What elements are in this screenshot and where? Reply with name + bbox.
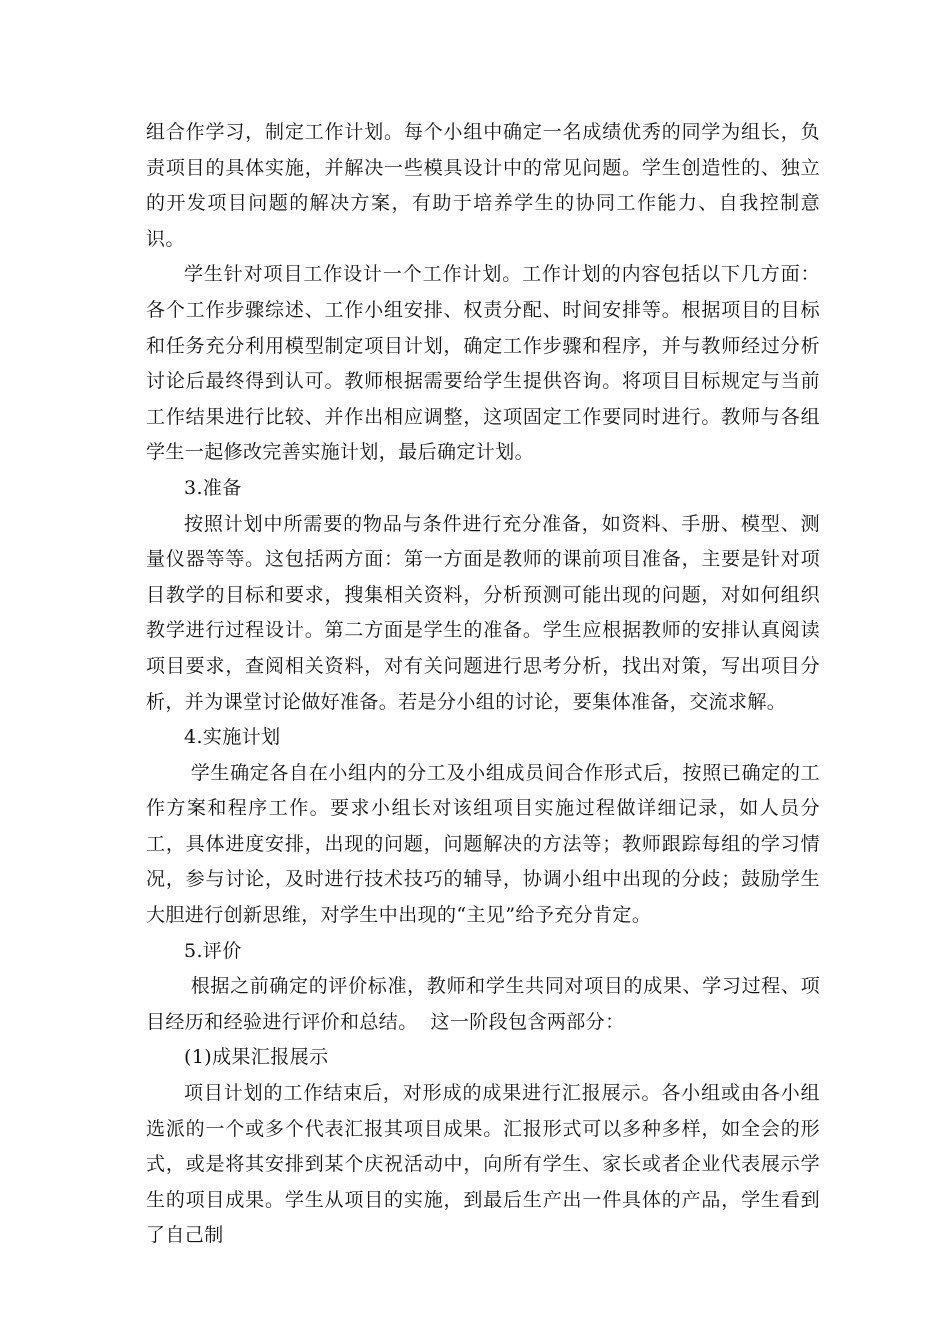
section-heading-implementation: 4.实施计划 [184, 726, 281, 749]
document-body [146, 115, 820, 1254]
paragraph-results-report: 项目计划的工作结束后，对形成的成果进行汇报展示。各小组或由各小组选派的一个或多个代表汇报其项目成果。汇报形式可以多种多样，如全会的形式，或是将其安排到某个庆祝活动中，向所有学生、家长或者企业代表展示学生的项目成果。学生从项目的实施，到最后生产出一件具体的产品，学生看到了自己制 [146, 1082, 820, 1247]
paragraph-evaluation: 根据之前确定的评价标准，教师和学生共同对项目的成果、学习过程、项目经历和经验进行评价和总结。 这一阶段包含两部分： [146, 975, 820, 1033]
paragraph-implementation: 学生确定各自在小组内的分工及小组成员间合作形式后，按照已确定的工作方案和程序工作。要求小组长对该组项目实施过程做详细记录，如人员分工，具体进度安排，出现的问题，问题解决的方法等；教师跟踪每组的学习情况，参与讨论，及时进行技术技巧的辅导，协调小组中出现的分歧；鼓励学生大胆进行创新思维，对学生中出现的“主见”给予充分肯定。 [146, 761, 820, 927]
paragraph-preparation: 按照计划中所需要的物品与条件进行充分准备，如资料、手册、模型、测量仪器等等。这包括两方面：第一方面是教师的课前项目准备，主要是针对项目教学的目标和要求，搜集相关资料，分析预测可能出现的问题，对如何组织教学进行过程设计。第二方面是学生的准备。学生应根据教师的安排认真阅读项目要求，查阅相关资料，对有关问题进行思考分析，找出对策，写出项目分析，并为课堂讨论做好准备。若是分小组的讨论，要集体准备，交流求解。 [146, 512, 820, 713]
section-heading-evaluation: 5.评价 [184, 939, 242, 962]
section-heading-preparation: 3.准备 [184, 476, 242, 499]
paragraph-group-learning: 组合作学习，制定工作计划。每个小组中确定一名成绩优秀的同学为组长，负责项目的具体实施，并解决一些模具设计中的常见问题。学生创造性的、独立的开发项目问题的解决方案，有助于培养学生的协同工作能力、自我控制意识。 [146, 121, 820, 250]
paragraph-work-plan: 学生针对项目工作设计一个工作计划。工作计划的内容包括以下几方面：各个工作步骤综述、工作小组安排、权责分配、时间安排等。根据项目的目标和任务充分利用模型制定项目计划，确定工作步骤和程序，并与教师经过分析讨论后最终得到认可。教师根据需要给学生提供咨询。将项目目标规定与当前工作结果进行比较、并作出相应调整，这项固定工作要同时进行。教师与各组学生一起修改完善实施计划，最后确定计划。 [146, 263, 820, 464]
subsection-heading-results-report: (1)成果汇报展示 [184, 1046, 329, 1069]
